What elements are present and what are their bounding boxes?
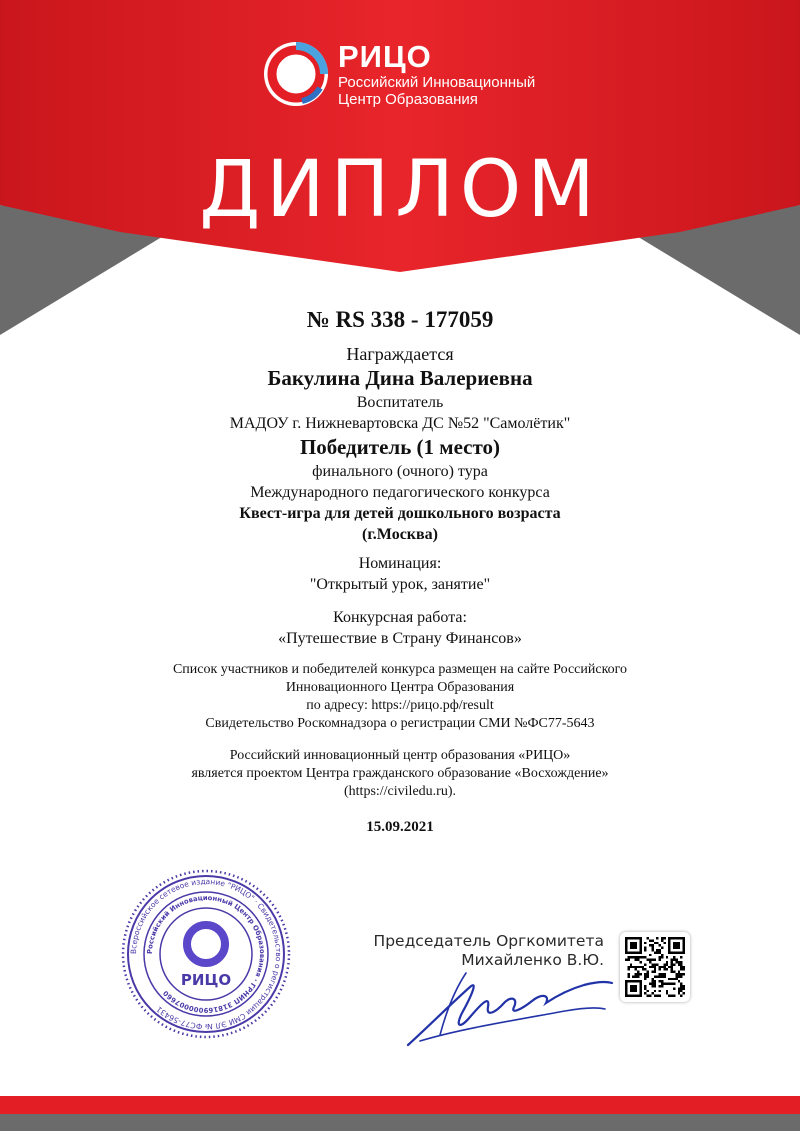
svg-text:Российский Инновационный Центр [146,894,266,1014]
recipient-position: Воспитатель [356,394,444,411]
bottom-gray-strip [0,1114,800,1131]
project-line-3: (https://civiledu.ru). [344,784,456,799]
official-seal-stamp [120,868,292,1040]
qr-code-icon [625,937,685,997]
signer-name: Михайленко В.Ю. [461,951,604,969]
contest-city: (г.Москва) [362,526,438,543]
contest-round: финального (очного) тура [312,463,488,480]
results-line-2: Инновационного Центра Образования [285,680,515,695]
diploma-number: № RS 338 - 177059 [306,307,494,332]
nomination-value: "Открытый урок, занятие" [309,576,491,593]
issue-date: 15.09.2021 [366,819,434,835]
qr-code [620,932,690,1002]
award-place: Победитель (1 место) [299,435,501,459]
recipient-organization: МАДОУ г. Нижневартовска ДС №52 "Самолётик" [229,415,571,432]
results-line-1: Список участников и победителей конкурса размещен на сайте Российского [172,662,628,677]
brand-subtitle-line1: Российский Инновационный [338,74,536,91]
brand-name: РИЦО [338,39,432,74]
brand-logo [262,40,535,108]
diploma-title: ДИПЛОМ [199,145,601,235]
signer-title: Председатель Оргкомитета [373,932,604,950]
brand-subtitle-line2: Центр Образования [338,91,478,108]
awarded-label: Награждается [346,344,454,364]
seal-brand: РИЦО [180,971,232,989]
work-label: Конкурсная работа: [333,609,467,626]
bottom-red-strip [0,1096,800,1114]
results-line-3: по адресу: https://рицо.рф/result [306,698,494,713]
seal-inner-ring-text: Российский Инновационный Центр Образования · ГРНИП 318169000007660 [145,893,267,1015]
work-title: «Путешествие в Страну Финансов» [278,630,522,647]
handwritten-signature [400,965,615,1055]
seal-outer-ring-text: Всероссийское сетевое издание "РИЦО" · Свидетельство о регистрации СМИ ЭЛ № ФС77-56431 [128,876,284,1032]
rico-logo-icon [262,40,330,108]
contest-title: Квест-игра для детей дошкольного возраста [239,505,561,522]
contest-name: Международного педагогического конкурса [250,484,550,501]
project-line-2: является проектом Центра гражданского образование «Восхождение» [191,766,609,781]
project-line-1: Российский инновационный центр образования «РИЦО» [229,748,571,763]
nomination-label: Номинация: [358,555,442,572]
results-line-4: Свидетельство Роскомнадзора о регистрации СМИ №ФС77-5643 [205,716,595,731]
diploma-body [100,305,700,837]
recipient-name: Бакулина Дина Валериевна [267,366,533,390]
